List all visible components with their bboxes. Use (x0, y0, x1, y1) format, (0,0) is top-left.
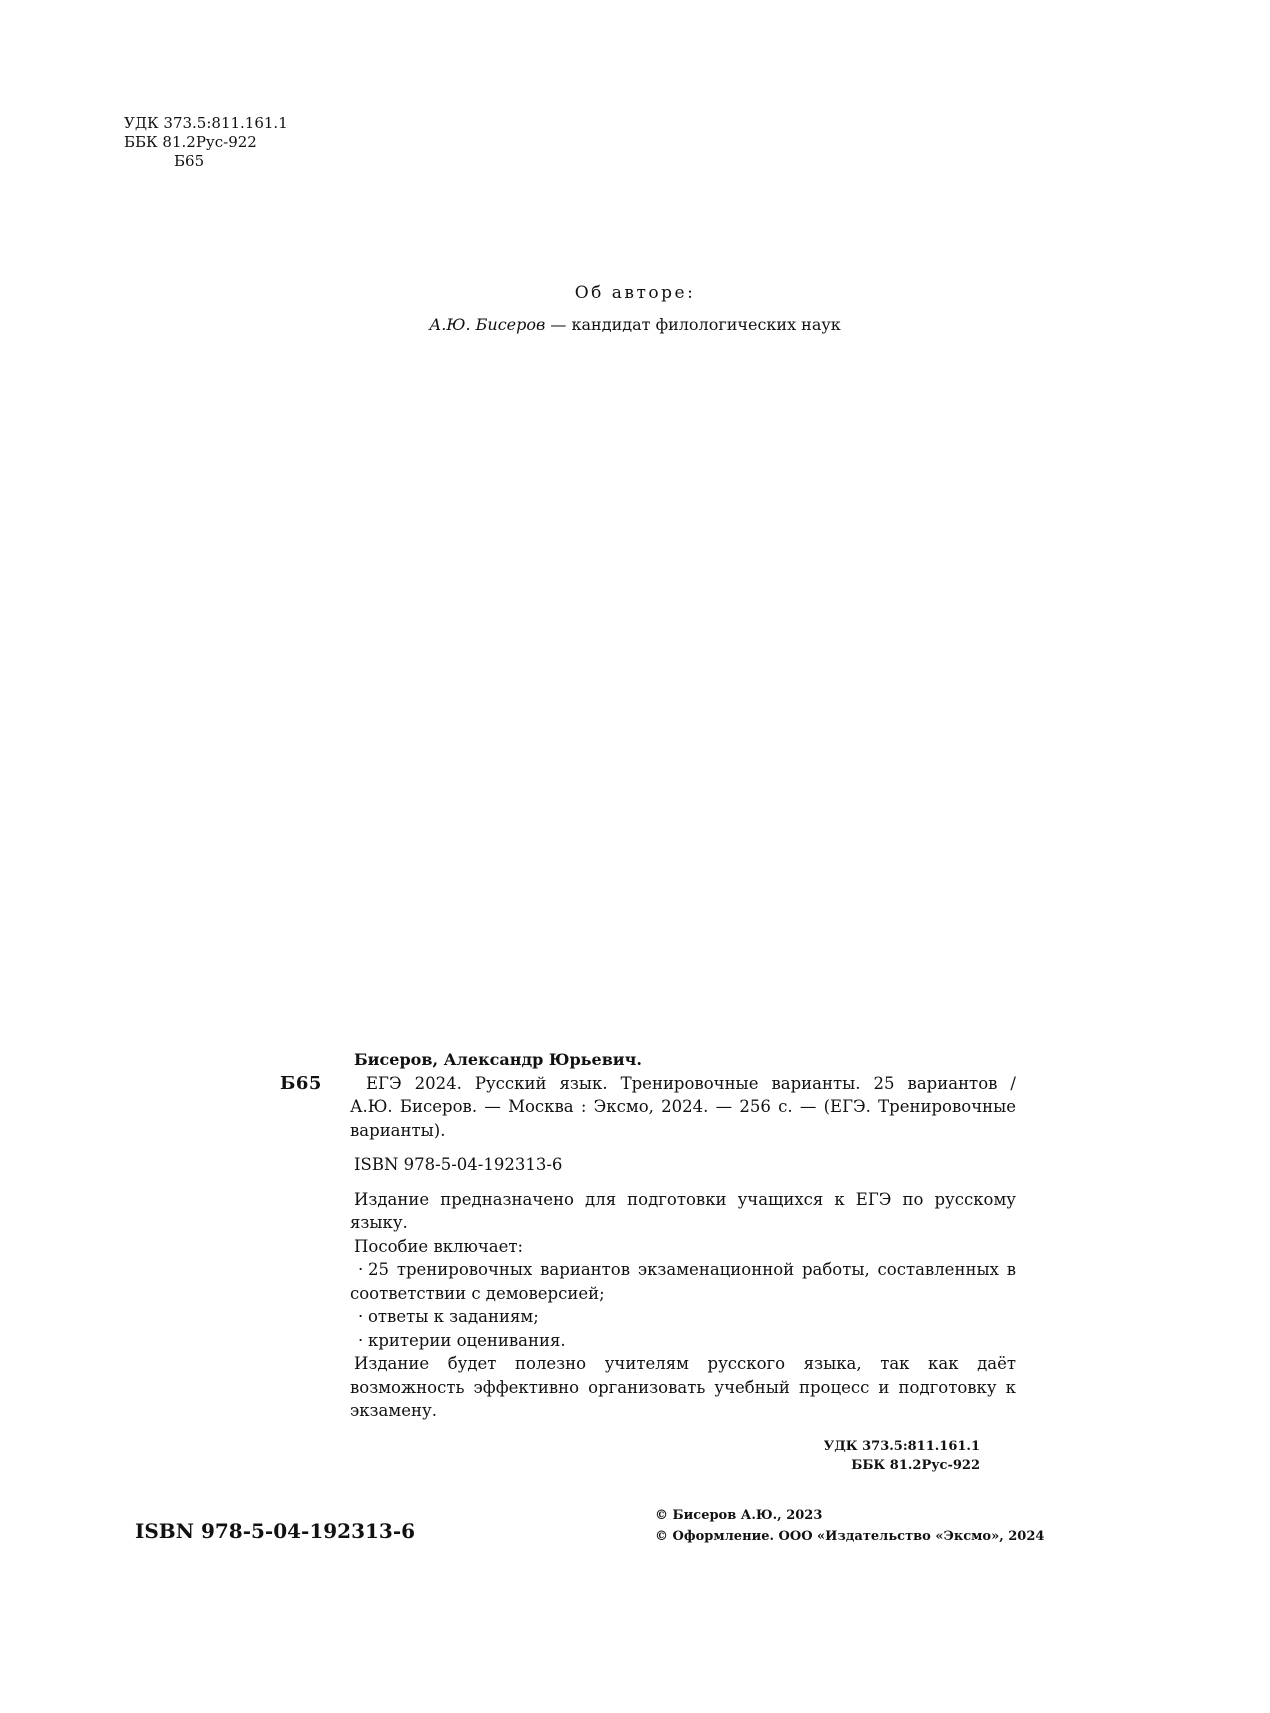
list-item: · 25 тренировочных вариантов экзаменационной работы, составленных в соответствии с демоверсией; (350, 1260, 1016, 1303)
card-author: Бисеров, Александр Юрьевич. (354, 1050, 642, 1069)
card-cipher: Б65 (280, 1073, 322, 1094)
copyright-author: © Бисеров А.Ю., 2023 (655, 1508, 823, 1523)
udk-code: УДК 373.5:811.161.1 (124, 114, 288, 132)
copyright-design: © Оформление. ООО «Издательство «Эксмо», 2024 (655, 1529, 1045, 1544)
annotation-outro: Издание будет полезно учителям русского языка, так как даёт возможность эффективно организовать учебный процесс и подготовку к экзамену. (350, 1354, 1016, 1420)
author-cipher: Б65 (174, 152, 205, 170)
bibliographic-description: ЕГЭ 2024. Русский язык. Тренировочные варианты. 25 вариантов / А.Ю. Бисеров. — Москва : Эксмо, 2024. — 256 с. — (ЕГЭ. Тренировочные варианты). (350, 1073, 1016, 1140)
list-item: · критерии оценивания. (350, 1329, 1016, 1353)
catalog-card (280, 1048, 1016, 1475)
about-author (0, 280, 1270, 338)
annotation (350, 1188, 1016, 1423)
card-bbk: ББК 81.2Рус-922 (851, 1457, 980, 1473)
annotation-includes: Пособие включает: (354, 1236, 524, 1256)
card-udk: УДК 373.5:811.161.1 (823, 1438, 980, 1454)
classification-codes-top (124, 114, 288, 171)
copyright (655, 1505, 1044, 1547)
bullet-icon: · (358, 1307, 364, 1326)
bullet-icon: · (358, 1330, 364, 1350)
bbk-code: ББК 81.2Рус-922 (124, 133, 257, 151)
card-classification-codes (350, 1437, 1016, 1475)
about-heading: Об авторе: (574, 283, 696, 303)
author-name: А.Ю. Бисеров (429, 315, 546, 334)
bullet-icon: · (358, 1260, 364, 1279)
card-isbn: ISBN 978-5-04-192313-6 (354, 1155, 563, 1174)
list-item: · ответы к заданиям; (350, 1305, 1016, 1329)
annotation-intro: Издание предназначено для подготовки учащихся к ЕГЭ по русскому языку. (350, 1189, 1016, 1232)
author-description: — кандидат филологических наук (545, 315, 841, 334)
about-line (0, 312, 1270, 338)
isbn-large: ISBN 978-5-04-192313-6 (135, 1519, 416, 1543)
